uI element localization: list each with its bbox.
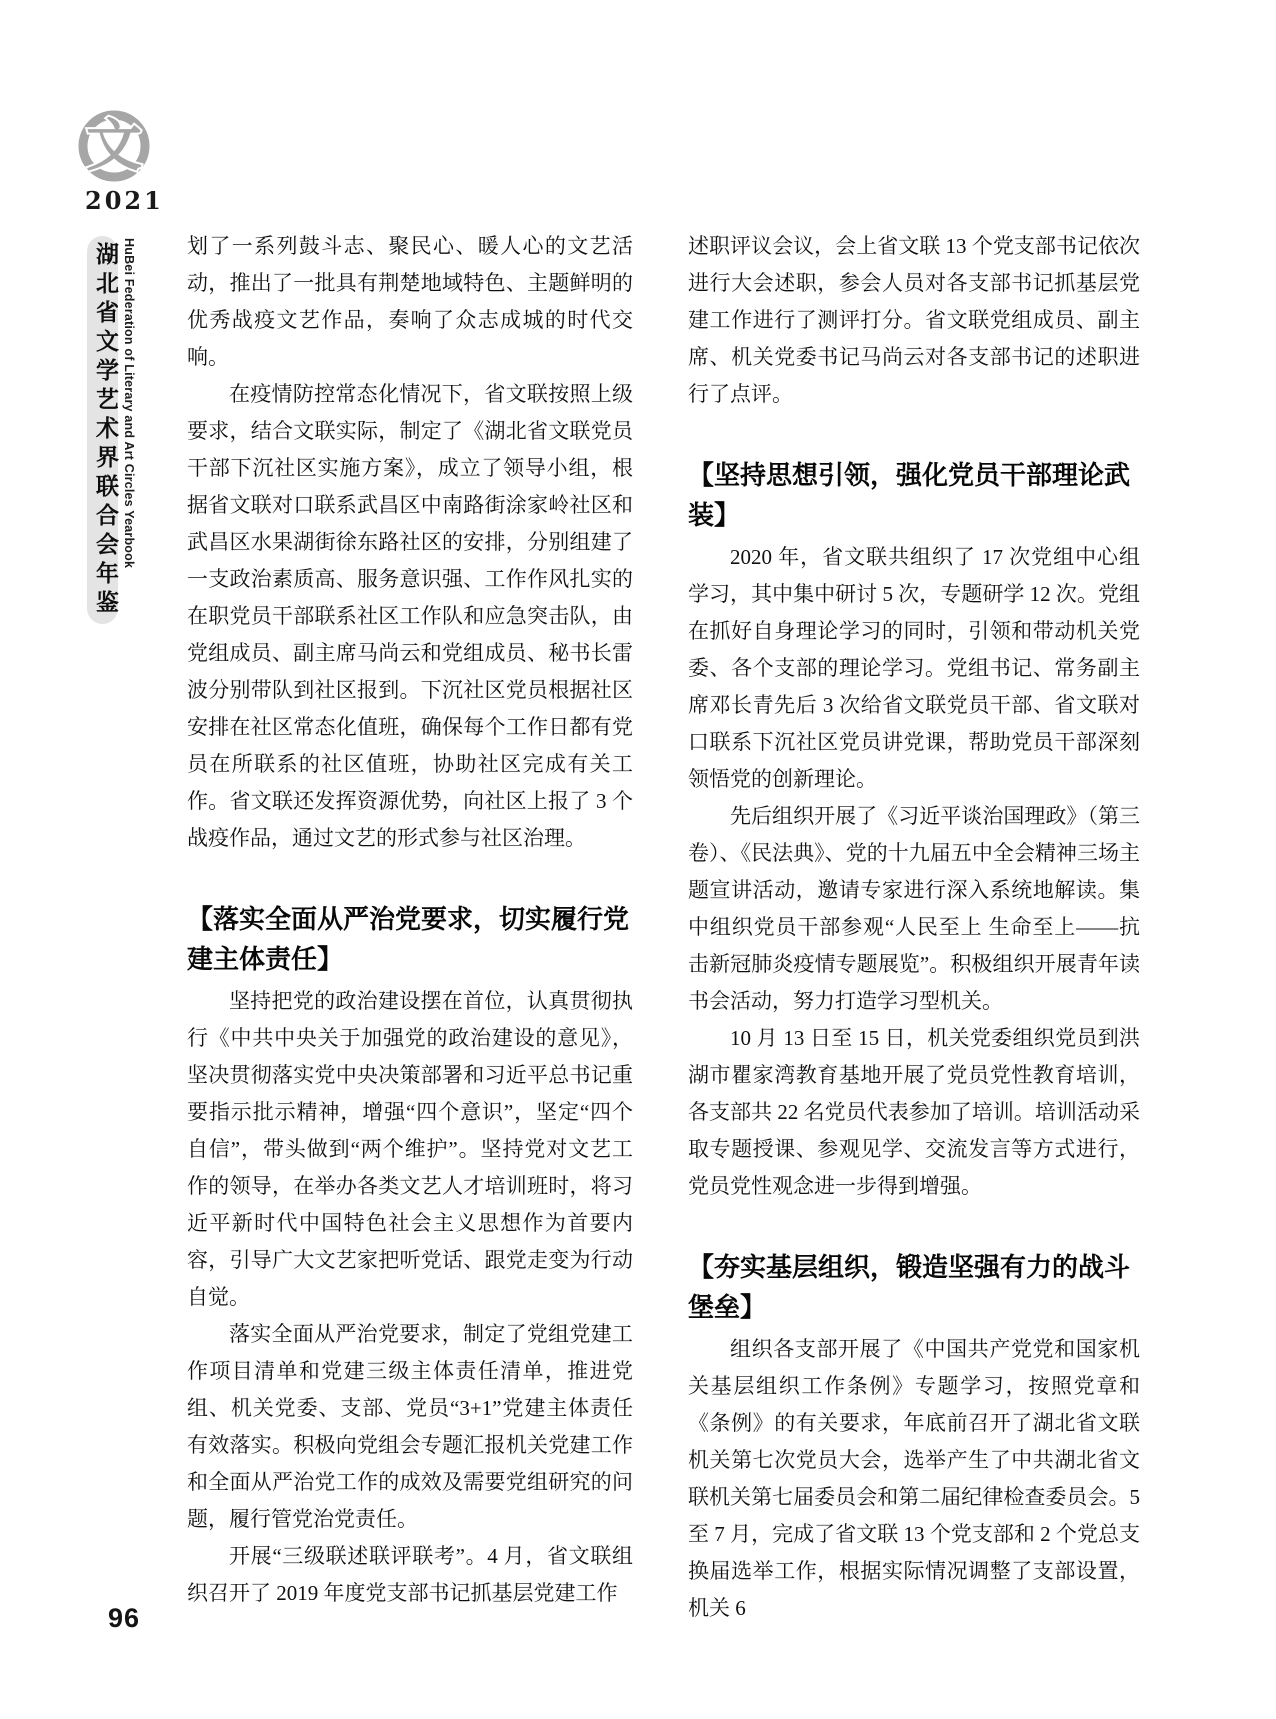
paragraph: 划了一系列鼓斗志、聚民心、暖人心的文艺活动，推出了一批具有荆楚地域特色、主题鲜明的优秀战疫文艺作品，奏响了众志成城的时代交响。 (187, 234, 633, 369)
right-column (688, 228, 1140, 1627)
left-column (187, 228, 633, 1612)
section-heading: 【夯实基层组织，锻造坚强有力的战斗堡垒】 (688, 1252, 1131, 1322)
paragraph: 坚持把党的政治建设摆在首位，认真贯彻执行《中共中央关于加强党的政治建设的意见》，坚决贯彻落实党中央决策部署和习近平总书记重要指示批示精神，增强“四个意识”，坚定“四个自信”，带头做到“两个维护”。坚持党对文艺工作的领导，在举办各类文艺人才培训班时，将习近平新时代中国特色社会主义思想作为首要内容，引导广大文艺家把听党话、跟党走变为行动自觉。 (187, 989, 633, 1309)
sidebar-title-english: HuBei Federation of Literary and Art Circles Yearbook (122, 238, 136, 569)
page-number: 96 (108, 1603, 141, 1633)
section-heading: 【落实全面从严治党要求，切实履行党建主体责任】 (187, 904, 630, 974)
section-heading: 【坚持思想引领，强化党员干部理论武装】 (688, 460, 1131, 530)
paragraph: 述职评议会议，会上省文联 13 个党支部书记依次进行大会述职，参会人员对各支部书记抓基层党建工作进行了测评打分。省文联党组成员、副主席、机关党委书记马尚云对各支部书记的述职进行了点评。 (688, 234, 1140, 406)
paragraph: 10 月 13 日至 15 日，机关党委组织党员到洪湖市瞿家湾教育基地开展了党员党性教育培训，各支部共 22 名党员代表参加了培训。培训活动采取专题授课、参观见学、交流发言等方式进行，党员党性观念进一步得到增强。 (688, 1026, 1140, 1198)
logo-glyph: 文 (86, 114, 142, 177)
year-label: 2021 (85, 186, 164, 215)
paragraph: 先后组织开展了《习近平谈治国理政》（第三卷）、《民法典》、党的十九届五中全会精神三场主题宣讲活动，邀请专家进行深入系统地解读。集中组织党员干部参观“人民至上 生命至上——抗击新冠肺炎疫情专题展览”。积极组织开展青年读书会活动，努力打造学习型机关。 (688, 804, 1140, 1013)
paragraph: 开展“三级联述联评联考”。4 月，省文联组织召开了 2019 年度党支部书记抓基层党建工作 (187, 1544, 633, 1605)
federation-logo-icon (77, 109, 151, 183)
sidebar-title-chinese: 湖北省文学艺术界联合会年鉴 (93, 242, 119, 619)
paragraph: 2020 年，省文联共组织了 17 次党组中心组学习，其中集中研讨 5 次，专题研学 12 次。党组在抓好自身理论学习的同时，引领和带动机关党委、各个支部的理论学习。党组书记、常务副主席邓长青先后 3 次给省文联党员干部、省文联对口联系下沉社区党员讲党课，帮助党员干部深刻领悟党的创新理论。 (688, 545, 1140, 791)
paragraph: 落实全面从严治党要求，制定了党组党建工作项目清单和党建三级主体责任清单，推进党组、机关党委、支部、党员“3+1”党建主体责任有效落实。积极向党组会专题汇报机关党建工作和全面从严治党工作的成效及需要党组研究的问题，履行管党治党责任。 (187, 1322, 633, 1531)
paragraph: 组织各支部开展了《中国共产党党和国家机关基层组织工作条例》专题学习，按照党章和《条例》的有关要求，年底前召开了湖北省文联机关第七次党员大会，选举产生了中共湖北省文联机关第七届委员会和第二届纪律检查委员会。5 至 7 月，完成了省文联 13 个党支部和 2 个党总支换届选举工作，根据实际情况调整了支部设置，机关 6 (688, 1337, 1140, 1620)
paragraph: 在疫情防控常态化情况下，省文联按照上级要求，结合文联实际，制定了《湖北省文联党员干部下沉社区实施方案》，成立了领导小组，根据省文联对口联系武昌区中南路街涂家岭社区和武昌区水果湖街徐东路社区的安排，分别组建了一支政治素质高、服务意识强、工作作风扎实的在职党员干部联系社区工作队和应急突击队，由党组成员、副主席马尚云和党组成员、秘书长雷波分别带队到社区报到。下沉社区党员根据社区安排在社区常态化值班，确保每个工作日都有党员在所联系的社区值班，协助社区完成有关工作。省文联还发挥资源优势，向社区上报了 3 个战疫作品，通过文艺的形式参与社区治理。 (187, 382, 633, 850)
